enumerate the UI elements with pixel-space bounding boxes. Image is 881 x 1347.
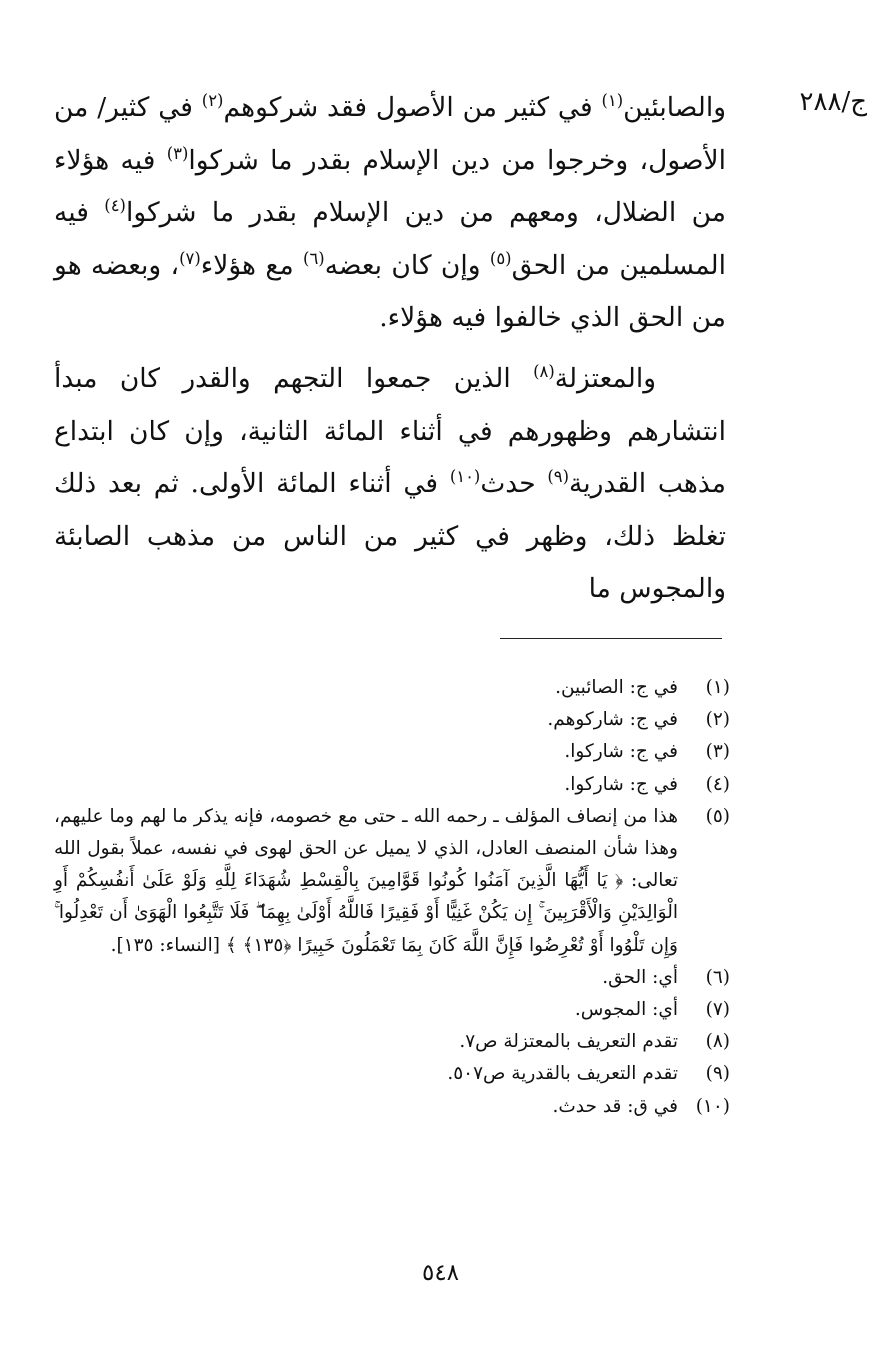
footnote-reference: (٩) (547, 467, 570, 487)
footnote-text: تقدم التعريف بالقدرية ص٥٠٧. (447, 1063, 678, 1085)
paragraph-1 (54, 82, 726, 345)
footnote-number: (٤) (705, 773, 730, 795)
manuscript-page-marker: ج/٢٨٨ (799, 87, 867, 117)
main-text (54, 82, 726, 616)
page-number: ٥٤٨ (421, 1260, 460, 1286)
footnote-reference: (٤) (104, 196, 126, 216)
footnote-number: (١٠) (695, 1095, 730, 1117)
footnote-text: تقدم التعريف بالمعتزلة ص٧. (459, 1031, 678, 1053)
footnote-text: في ج: شاركوا. (564, 741, 678, 763)
text-run: وإن كان بعضه (324, 249, 490, 281)
footnote-item (54, 1091, 730, 1123)
footnote-reference: (٣) (166, 143, 189, 163)
text-run: الذين جمعوا التجهم والقدر كان مبدأ انتشارهم وظهورهم في أثناء المائة الثانية، وإن كان ابتداع مذهب القدرية (54, 362, 726, 500)
footnote-item (54, 672, 730, 704)
text-run: في أثناء المائة الأولى. ثم بعد ذلك تغلظ ذلك، وظهر في كثير من الناس من مذهب الصابئة والمجوس ما (54, 468, 726, 605)
footnote-item (54, 994, 730, 1026)
text-run: والصابئين (623, 92, 726, 123)
footnote-number: (٩) (705, 1063, 730, 1085)
footnote-text: هذا من إنصاف المؤلف ـ رحمه الله ـ حتى مع خصومه، فإنه يذكر ما لهم وما عليهم، وهذا شأن المنصف العادل، الذي لا يميل عن الحق لهوى في نفسه، عملاً بقول الله تعالى: ﴿ يَا أَيُّهَا الَّذِينَ آمَنُوا كُونُوا قَوَّامِينَ بِالْقِسْطِ شُهَدَاءَ لِلَّهِ وَلَوْ عَلَىٰ أَنفُسِكُمْ أَوِ الْوَالِدَيْنِ وَالْأَقْرَبِينَ ۚ إِن يَكُنْ غَنِيًّا أَوْ فَقِيرًا فَاللَّهُ أَوْلَىٰ بِهِمَا ۖ فَلَا تَتَّبِعُوا الْهَوَىٰ أَن تَعْدِلُوا ۚ وَإِن تَلْوُوا أَوْ تُعْرِضُوا فَإِنَّ اللَّهَ كَانَ بِمَا تَعْمَلُونَ خَبِيرًا ﴿١٣٥﴾ ﴾ [النساء: ١٣٥]. (54, 805, 678, 956)
footnote-text: في ق: قد حدث. (552, 1095, 678, 1117)
text-run: حدث (480, 468, 548, 500)
footnote-text: في ج: الصائبين. (555, 677, 678, 698)
footnote-number: (٢) (705, 709, 730, 731)
footnote-number: (١) (705, 677, 730, 698)
footnotes-list (54, 672, 730, 1123)
text-run: في كثير من الأصول فقد شركوهم (223, 92, 602, 123)
text-run: فيه المسلمين من الحق (54, 197, 726, 281)
paragraph-2 (54, 353, 726, 616)
footnote-divider (500, 638, 722, 639)
footnote-text: في ج: شاركوا. (564, 773, 678, 795)
text-run: فيه هؤلاء من الضلال، ومعهم من دين الإسلام بقدر ما شركوا (54, 144, 727, 229)
footnote-text: في ج: شاركوهم. (547, 709, 678, 731)
footnote-item (54, 962, 730, 994)
footnote-item (54, 736, 730, 768)
footnote-number: (٦) (705, 966, 730, 988)
footnote-reference: (٧) (179, 248, 201, 268)
footnote-item (54, 1058, 730, 1090)
footnote-reference: (٥) (489, 248, 512, 268)
text-run: والمعتزلة (554, 362, 656, 394)
footnote-text: أي: الحق. (602, 966, 678, 988)
footnote-reference: (١) (601, 91, 624, 111)
footnote-number: (٨) (705, 1031, 730, 1053)
text-run: في كثير/ من الأصول، وخرجوا من دين الإسلام بقدر ما شركوا (54, 92, 726, 176)
footnote-item (54, 801, 730, 962)
footnote-reference: (٨) (533, 362, 555, 382)
footnote-number: (٣) (705, 741, 730, 763)
footnote-text: أي: المجوس. (574, 999, 678, 1021)
footnote-item (54, 769, 730, 801)
text-run: ، وبعضه هو من الحق الذي خالفوا فيه هؤلاء. (54, 249, 726, 334)
footnote-reference: (١٠) (449, 467, 481, 487)
footnote-number: (٥) (705, 805, 730, 827)
text-run: مع هؤلاء (200, 249, 304, 281)
footnote-item (54, 1026, 730, 1058)
footnote-reference: (٢) (201, 91, 224, 111)
footnote-number: (٧) (705, 999, 730, 1021)
footnote-reference: (٦) (303, 248, 325, 268)
footnote-item (54, 704, 730, 736)
